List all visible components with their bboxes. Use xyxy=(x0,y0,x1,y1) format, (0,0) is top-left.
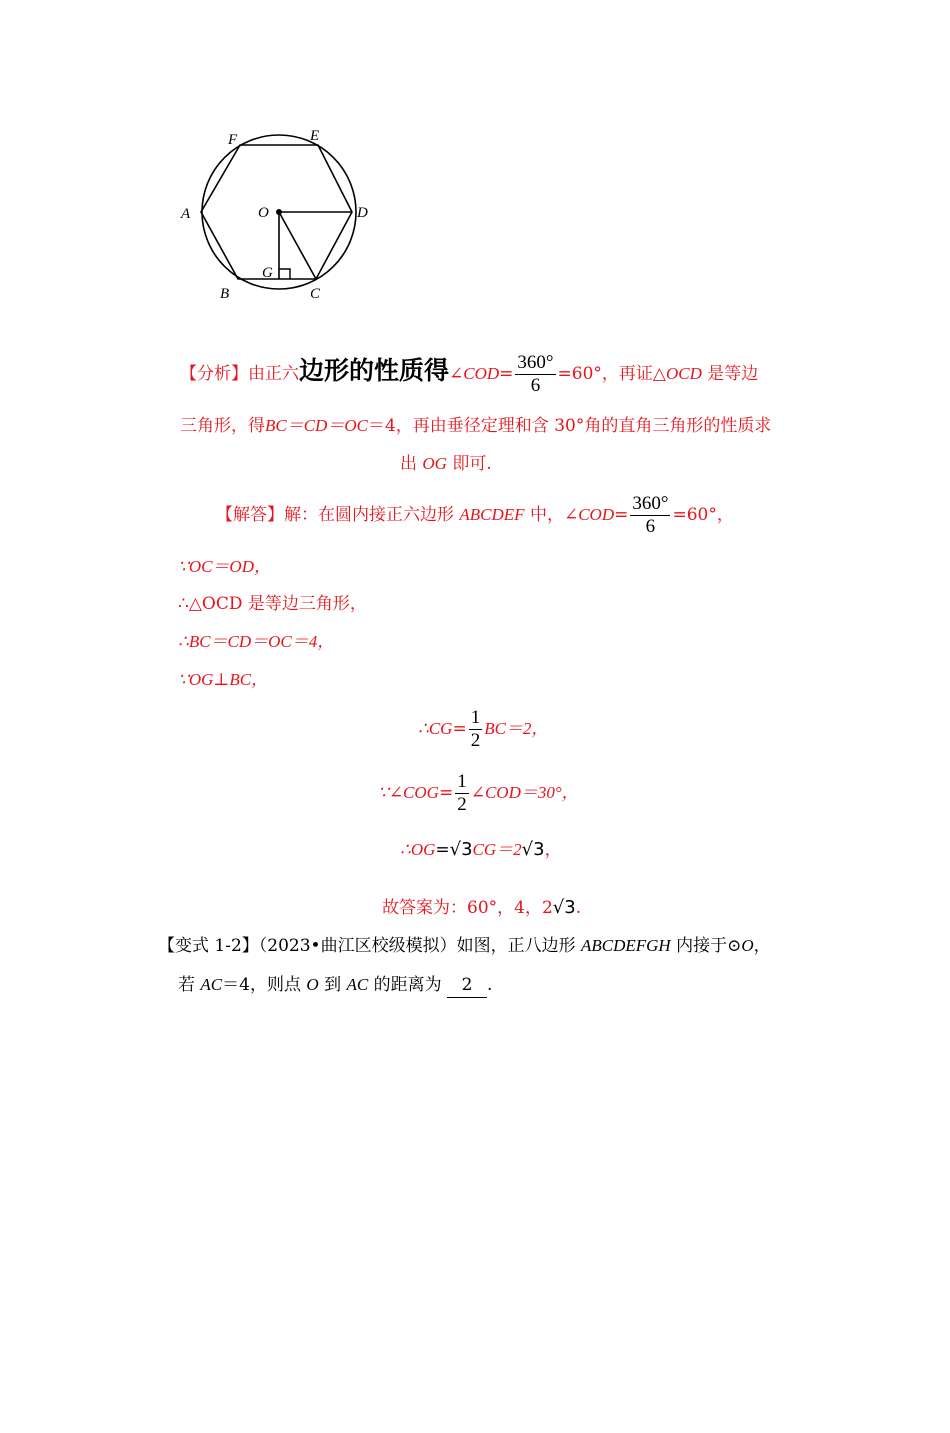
label-a: A xyxy=(181,206,191,222)
label-c: C xyxy=(310,286,321,302)
solution-line-6: ∴CG= $\frac{1}{2}$ BC＝2， xyxy=(418,707,549,751)
solution-line-2: ∵OC＝OD， xyxy=(178,557,271,576)
label-b: B xyxy=(220,286,230,302)
solution-line-1: 【解答】解：在圆内接正六边形 ABCDEF 中，∠COD= $\frac{360^\circ}{6}$ =60°， xyxy=(216,493,734,537)
solution-line-3: ∴△OCD 是等边三角形， xyxy=(178,594,367,614)
label-e: E xyxy=(310,128,320,144)
analysis-large-text: 边形的性质得 xyxy=(299,356,450,385)
variant-line-2: 若 AC＝4，则点 O 到 AC 的距离为 2 . xyxy=(178,973,492,998)
analysis-line-1: 【分析】由正六边形的性质得∠COD= $\frac{360^\circ}{6}$ =60°，再证△OCD 是等边 xyxy=(180,352,759,396)
analysis-line-2: 三角形，得BC＝CD＝OC＝4，再由垂径定理和含 30°角的直角三角形的性质求 xyxy=(180,416,772,436)
hexagon-figure xyxy=(176,122,386,302)
center-point xyxy=(276,209,282,215)
solution-line-5: ∵OG⊥BC， xyxy=(178,670,269,689)
solution-answer: 故答案为：60°，4，2√3. xyxy=(382,897,582,918)
solution-tag: 【解答】 xyxy=(216,505,284,525)
label-d: D xyxy=(357,205,368,221)
sqrt-3: √3 xyxy=(449,839,473,860)
solution-line-4: ∴BC＝CD＝OC＝4， xyxy=(178,632,335,651)
label-g: G xyxy=(262,265,273,281)
solution-line-8: ∴OG=√3CG＝2√3， xyxy=(400,839,562,860)
variant-line-1: 【变式 1-2】（2023•曲江区校级模拟）如图，正八边形 ABCDEFGH 内接于⊙O， xyxy=(158,936,771,956)
fraction-one-half: $\frac{1}{2}$ xyxy=(470,707,481,751)
variant-tag: 【变式 1-2】 xyxy=(158,936,259,956)
right-angle-mark xyxy=(279,269,290,279)
sqrt-3-answer: √3 xyxy=(552,897,576,918)
sqrt-3-b: √3 xyxy=(521,839,545,860)
label-o: O xyxy=(258,205,269,221)
fraction-one-half-2: $\frac{1}{2}$ xyxy=(457,771,467,815)
analysis-tag: 【分析】 xyxy=(180,364,248,384)
solution-line-7: ∵∠COG= $\frac{1}{2}$ ∠COD＝30°， xyxy=(378,771,579,815)
answer-blank: 2 xyxy=(447,973,487,998)
fraction-360-over-6-solution: $\frac{360^\circ}{6}$ xyxy=(632,493,669,537)
fraction-360-over-6: $\frac{360^\circ}{6}$ xyxy=(517,352,554,396)
label-f: F xyxy=(228,132,238,148)
analysis-line-3: 出 OG 即可. xyxy=(400,454,492,474)
